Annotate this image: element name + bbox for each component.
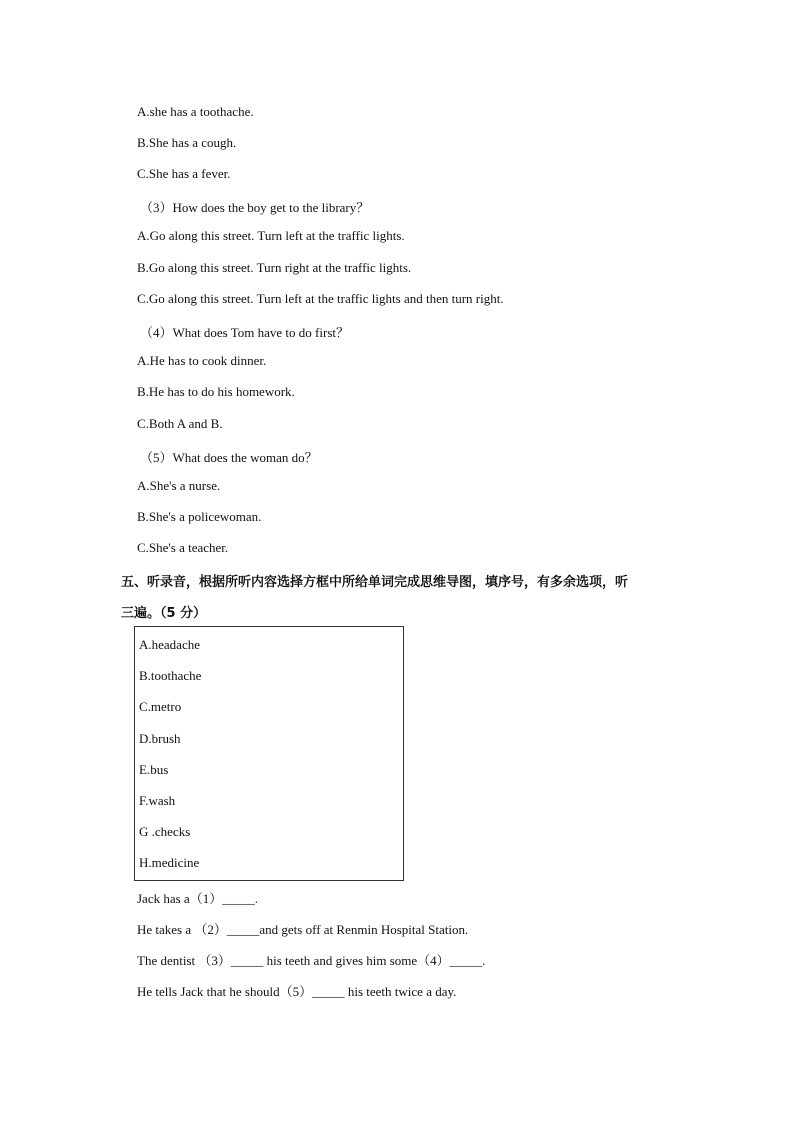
sentence: He takes a （2）_____and gets off at Renmin Hospital Station. [137, 922, 469, 937]
word-option: F.wash [139, 793, 176, 808]
word-option: A.headache [139, 637, 200, 652]
word-option: C.metro [139, 699, 182, 714]
question-text: （5）What does the woman do？ [140, 450, 318, 465]
section-heading: 五、听录音，根据所听内容选择方框中所给单词完成思维导图，填序号，有多余选项，听 [121, 575, 629, 590]
word-option: H.medicine [139, 855, 200, 870]
word-option: D.brush [139, 731, 181, 746]
option-text: B.She has a cough. [137, 135, 237, 150]
word-box [134, 626, 404, 881]
sentence: He tells Jack that he should（5）_____ his teeth twice a day. [137, 984, 457, 999]
sentence: The dentist （3）_____ his teeth and gives him some（4）_____. [137, 953, 486, 968]
sentence: Jack has a（1）_____. [137, 891, 258, 906]
option-text: C.Both A and B. [137, 416, 223, 431]
option-text: C.She's a teacher. [137, 540, 229, 555]
word-option: B.toothache [139, 668, 202, 683]
option-text: C.Go along this street. Turn left at the traffic lights and then turn right. [137, 291, 504, 306]
option-text: A.She's a nurse. [137, 478, 221, 493]
option-text: C.She has a fever. [137, 166, 231, 181]
option-text: B.He has to do his homework. [137, 384, 295, 399]
option-text: A.Go along this street. Turn left at the traffic lights. [137, 228, 405, 243]
word-option: G .checks [139, 824, 191, 839]
question-text: （3）How does the boy get to the library？ [140, 200, 370, 215]
question-text: （4）What does Tom have to do first？ [140, 325, 349, 340]
section-heading-cont: 三遍。（5 分） [121, 606, 207, 621]
option-text: A.she has a toothache. [137, 104, 254, 119]
word-option: E.bus [139, 762, 169, 777]
option-text: B.Go along this street. Turn right at the traffic lights. [137, 260, 412, 275]
option-text: B.She's a policewoman. [137, 509, 262, 524]
option-text: A.He has to cook dinner. [137, 353, 267, 368]
